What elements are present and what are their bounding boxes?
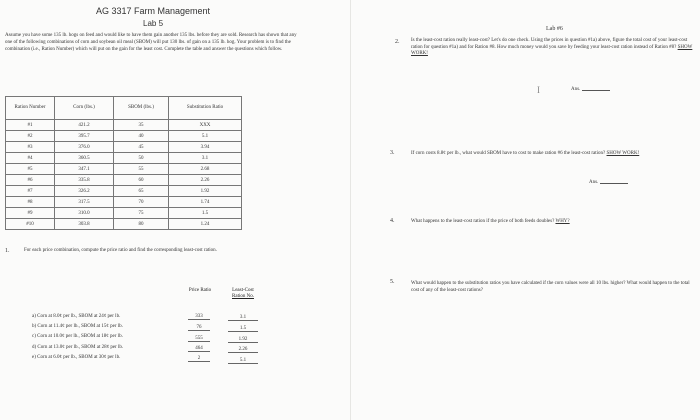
header-sbom: SBOM (lbs.) <box>114 97 169 120</box>
sbom-lbs: 80 <box>114 219 169 230</box>
question-3-text <box>411 151 691 158</box>
header-substitution-ratio: Substitution Ratio <box>169 97 242 120</box>
ration-number: #6 <box>6 175 55 186</box>
question-3-number: 3. <box>390 150 395 156</box>
question-2-number: 2. <box>395 39 400 45</box>
question-4-emphasis: WHY? <box>555 219 570 224</box>
price-ratio-answer-c: 555 <box>188 336 210 342</box>
answer-blank <box>582 90 610 91</box>
table-row <box>6 197 242 208</box>
least-cost-header <box>222 288 264 300</box>
sbom-lbs: 45 <box>114 142 169 153</box>
ration-number: #9 <box>6 208 55 219</box>
price-option-b: b) Corn at 11.4¢ per lb., SBOM at 15¢ per lb. <box>32 324 123 329</box>
price-ratio-answer-e: 2 <box>188 356 210 362</box>
lab-header: Lab #6 <box>546 26 563 32</box>
text-cursor-icon: I <box>537 85 540 95</box>
table-row <box>6 153 242 164</box>
question-3-emphasis: SHOW WORK! <box>606 151 640 156</box>
table-row <box>6 164 242 175</box>
table-header-row <box>6 97 242 120</box>
question-1-text: For each price combination, compute the price ratio and find the corresponding least-cost ration. <box>24 248 217 253</box>
ration-number: #8 <box>6 197 55 208</box>
ration-number: #2 <box>6 131 55 142</box>
page-title: AG 3317 Farm Management <box>96 6 211 16</box>
least-cost-answer-a: 3.1 <box>228 315 258 321</box>
substitution-ratio: 1.5 <box>169 208 242 219</box>
table-row <box>6 120 242 131</box>
corn-lbs: 360.5 <box>55 153 114 164</box>
substitution-ratio: 2.26 <box>169 175 242 186</box>
question-2-emphasis: SHOW WORK! <box>411 44 693 56</box>
question-4-text <box>411 219 691 226</box>
substitution-ratio: XXX <box>169 120 242 131</box>
price-option-e: e) Corn at 6.0¢ per lb., SBOM at 30¢ per lb. <box>32 355 121 360</box>
price-option-d: d) Corn at 13.0¢ per lb., SBOM at 28¢ per lb. <box>32 345 124 350</box>
answer-blank <box>600 183 628 184</box>
question-4-body: What happens to the least-cost ration if the price of both feeds doubles? <box>411 219 555 224</box>
corn-lbs: 317.5 <box>55 197 114 208</box>
least-cost-header-bottom: Ration No. <box>232 294 254 299</box>
sbom-lbs: 75 <box>114 208 169 219</box>
header-ration-number: Ration Number <box>6 97 55 120</box>
right-sheet <box>350 0 700 420</box>
price-option-c: c) Corn at 10.0¢ per lb., SBOM at 18¢ per lb. <box>32 334 123 339</box>
sbom-lbs: 55 <box>114 164 169 175</box>
corn-lbs: 421.2 <box>55 120 114 131</box>
table-row <box>6 186 242 197</box>
price-ratio-header: Price Ratio <box>188 288 212 293</box>
corn-lbs: 395.7 <box>55 131 114 142</box>
sbom-lbs: 40 <box>114 131 169 142</box>
substitution-ratio: 2.68 <box>169 164 242 175</box>
least-cost-answer-d: 2.26 <box>228 347 258 353</box>
substitution-ratio: 1.24 <box>169 219 242 230</box>
question-5-number: 5. <box>390 279 395 285</box>
substitution-ratio: 1.74 <box>169 197 242 208</box>
intro-paragraph: Assume you have some 135 lb. hogs on feed and would like to have them gain another 135 lbs. before they are sold. Research has shown that any one of the following combinations of corn and soybean oil meal (SBOM) will put 130 lbs. of gain on a 135 lb. hog. Your problem is to find the combination (i.e., Ration Number) which will put on the gain for the least cost. Complete the table and answer the questions which follow. <box>5 33 297 52</box>
least-cost-answer-e: 5.1 <box>228 358 258 364</box>
substitution-ratio: 3.1 <box>169 153 242 164</box>
ration-table <box>5 96 242 230</box>
substitution-ratio: 3.94 <box>169 142 242 153</box>
least-cost-answer-b: 1.5 <box>228 326 258 332</box>
corn-lbs: 303.8 <box>55 219 114 230</box>
question-3-answer <box>589 180 628 185</box>
corn-lbs: 310.0 <box>55 208 114 219</box>
question-2-answer <box>571 87 610 92</box>
ration-number: #1 <box>6 120 55 131</box>
substitution-ratio: 5.1 <box>169 131 242 142</box>
sbom-lbs: 60 <box>114 175 169 186</box>
table-row <box>6 131 242 142</box>
table-row <box>6 142 242 153</box>
sbom-lbs: 35 <box>114 120 169 131</box>
question-4-number: 4. <box>390 218 395 224</box>
corn-lbs: 376.0 <box>55 142 114 153</box>
table-row <box>6 208 242 219</box>
header-corn: Corn (lbs.) <box>55 97 114 120</box>
answer-label: Ans. <box>571 87 581 92</box>
question-3-body: If corn costs 8.8¢ per lb., what would SBOM have to cost to make ration #6 the least-cost ration? <box>411 151 606 156</box>
sbom-lbs: 65 <box>114 186 169 197</box>
table-row <box>6 219 242 230</box>
ration-number: #4 <box>6 153 55 164</box>
substitution-ratio: 1.92 <box>169 186 242 197</box>
corn-lbs: 335.8 <box>55 175 114 186</box>
price-ratio-answer-a: 333 <box>188 314 210 320</box>
sbom-lbs: 50 <box>114 153 169 164</box>
least-cost-header-top: Least-Cost <box>232 288 254 293</box>
ration-number: #10 <box>6 219 55 230</box>
price-option-a: a) Corn at 8.0¢ per lb., SBOM at 24¢ per lb. <box>32 314 121 319</box>
answer-label: Ans. <box>589 180 599 185</box>
least-cost-answer-c: 1.92 <box>228 337 258 343</box>
price-ratio-answer-d: 464 <box>188 346 210 352</box>
corn-lbs: 347.1 <box>55 164 114 175</box>
corn-lbs: 326.2 <box>55 186 114 197</box>
question-5-text: What would happen to the substitution ratios you have calculated if the corn values were all 10 lbs. higher? What would happen to the total cost of any of the least-cost rations? <box>411 281 690 293</box>
question-2-text <box>411 38 693 58</box>
ration-number: #7 <box>6 186 55 197</box>
question-1-number: 1. <box>5 248 10 254</box>
table-row <box>6 175 242 186</box>
question-2-body: Is the least-cost ration really least-cost? Let's do one check. Using the prices in question #1a) above, figure the total cost of your least-cost ration for question #1a) and for Ration #8. How much money would you save by feeding your least-cost ration instead of Ration #8? <box>411 38 688 50</box>
lab-label: Lab 5 <box>143 19 164 28</box>
ration-number: #3 <box>6 142 55 153</box>
price-ratio-answer-b: 76 <box>188 325 210 331</box>
ration-number: #5 <box>6 164 55 175</box>
sbom-lbs: 70 <box>114 197 169 208</box>
